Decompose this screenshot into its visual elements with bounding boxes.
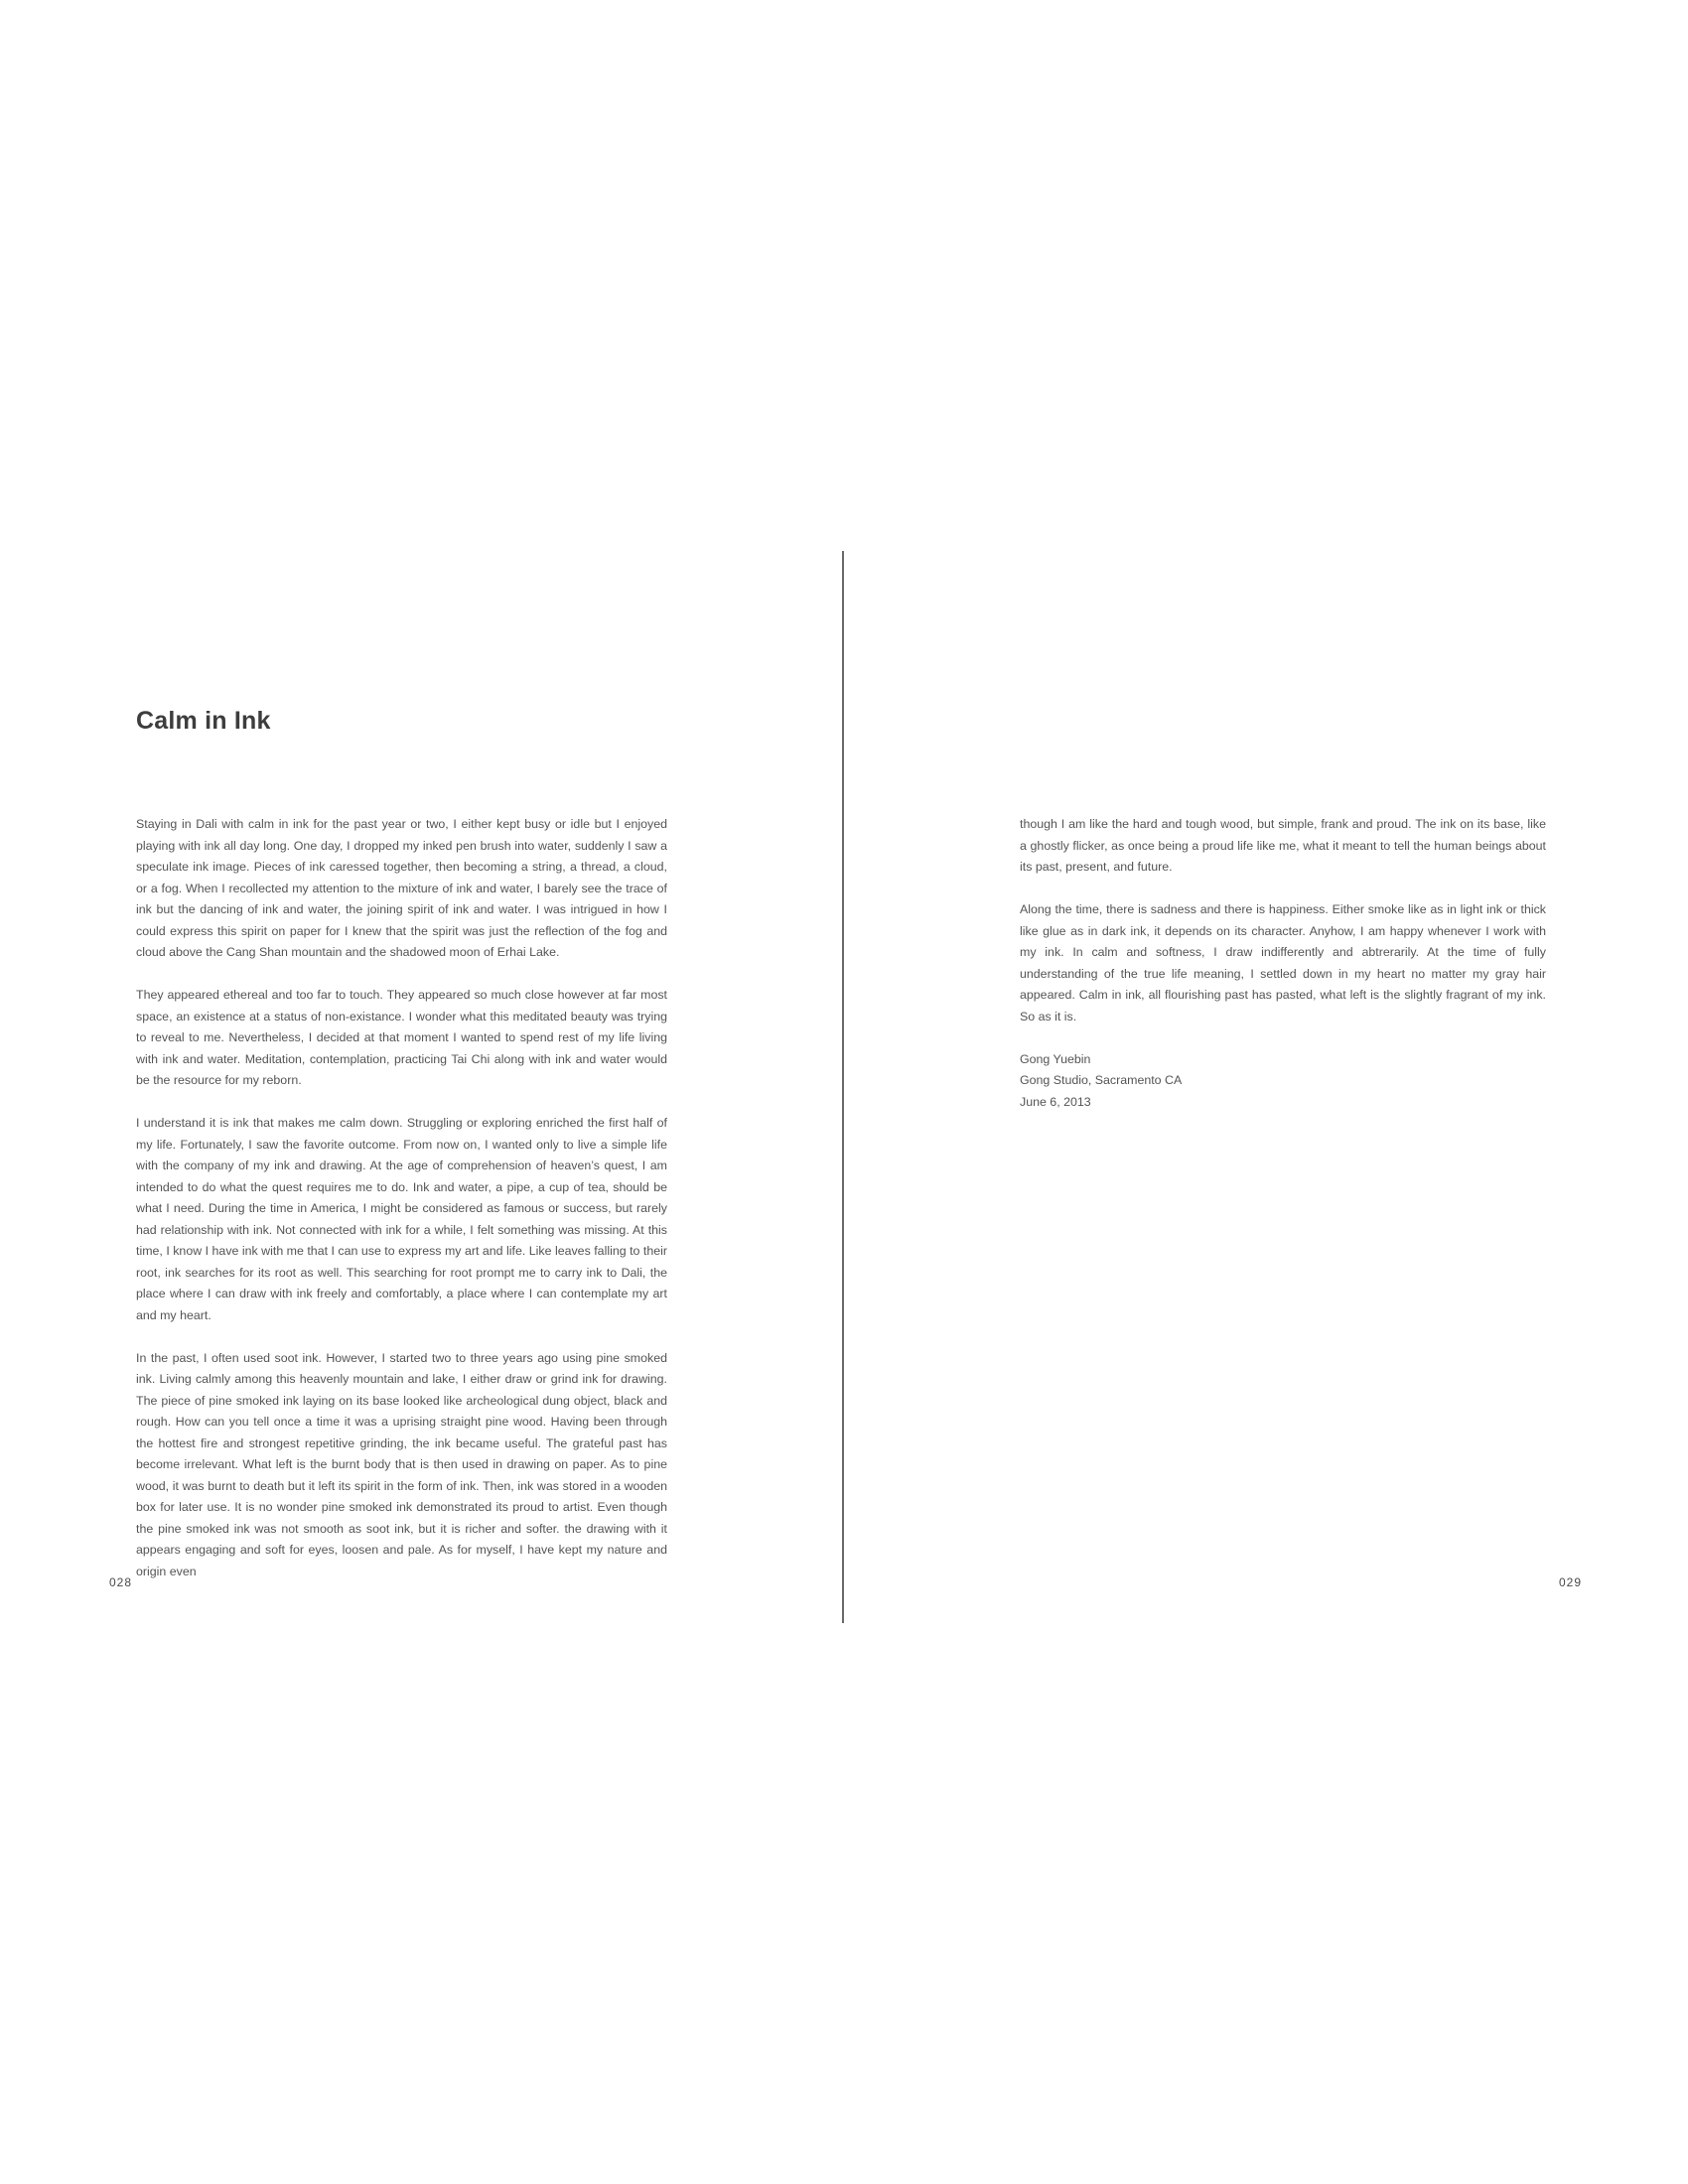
- body-paragraph: Staying in Dali with calm in ink for the past year or two, I either kept busy or idle but I enjoyed playing with ink all day long. One day, I dropped my inked pen brush into water, suddenly I saw a speculate ink image. Pieces of ink caressed together, then becoming a string, a thread, a cloud, or a fog. When I recollected my attention to the mixture of ink and water, I barely see the trace of ink but the dancing of ink and water, the joining spirit of ink and water. I was intrigued in how I could express this spirit on paper for I knew that the spirit was just the reflection of the fog and cloud above the Cang Shan mountain and the shadowed moon of Erhai Lake.: [136, 817, 667, 959]
- author-name: Gong Yuebin: [1020, 1051, 1091, 1066]
- author-signature-block: [1020, 1049, 1546, 1114]
- body-paragraph: They appeared ethereal and too far to touch. They appeared so much close however at far most space, an existence at a status of non-existance. I wonder what this meditated beauty was trying to reveal to me. Nevertheless, I decided at that moment I wanted to spend rest of my life living with ink and water. Meditation, contemplation, practicing Tai Chi along with ink and water would be the resource for my reborn.: [136, 988, 667, 1087]
- page-number-left: 028: [109, 1575, 133, 1589]
- page-gutter-divider: [842, 551, 844, 1623]
- body-paragraph: In the past, I often used soot ink. However, I started two to three years ago using pine smoked ink. Living calmly among this heavenly mountain and lake, I either draw or grind ink for drawing. The piece of pine smoked ink laying on its base looked like archeological dung object, black and rough. How can you tell once a time it was a uprising straight pine wood. Having been through the hottest fire and strongest repetitive grinding, the ink became useful. The grateful past has become irrelevant. What left is the burnt body that is then used in drawing on paper. As to pine wood, it was burnt to death but it left its spirit in the form of ink. Then, ink was stored in a wooden box for later use. It is no wonder pine smoked ink demonstrated its proud to artist. Even though the pine smoked ink was not smooth as soot ink, but it is richer and softer. the drawing with it appears engaging and soft for eyes, loosen and pale. As for myself, I have kept my nature and origin even: [136, 1350, 667, 1578]
- left-page-text-column: [136, 814, 667, 1604]
- signature-date: June 6, 2013: [1020, 1094, 1091, 1109]
- page-title: Calm in Ink: [136, 707, 271, 735]
- body-paragraph: Along the time, there is sadness and there is happiness. Either smoke like as in light ink or thick like glue as in dark ink, it depends on its character. Anyhow, I am happy whenever I work with my ink. In calm and softness, I draw indifferently and abtrerarily. At the time of fully understanding of the true life meaning, I settled down in my heart no matter my gray hair appeared. Calm in ink, all flourishing past has pasted, what left is the slightly fragrant of my ink. So as it is.: [1020, 902, 1546, 1024]
- body-paragraph: though I am like the hard and tough wood, but simple, frank and proud. The ink on its base, like a ghostly flicker, as once being a proud life like me, what it meant to tell the human beings about its past, present, and future.: [1020, 817, 1546, 874]
- body-paragraph: I understand it is ink that makes me calm down. Struggling or exploring enriched the first half of my life. Fortunately, I saw the favorite outcome. From now on, I wanted only to live a simple life with the company of my ink and drawing. At the age of comprehension of heaven’s quest, I am intended to do what the quest requires me to do. Ink and water, a pipe, a cup of tea, should be what I need. During the time in America, I might be considered as famous or success, but rarely had relationship with ink. Not connected with ink for a while, I felt something was missing. At this time, I know I have ink with me that I can use to express my art and life. Like leaves falling to their root, ink searches for its root as well. This searching for root prompt me to carry ink to Dali, the place where I can draw with ink freely and comfortably, a place where I can contemplate my art and my heart.: [136, 1116, 667, 1322]
- author-studio: Gong Studio, Sacramento CA: [1020, 1073, 1183, 1087]
- right-page-text-column: [1020, 814, 1546, 1113]
- page-number-right: 029: [1559, 1575, 1583, 1589]
